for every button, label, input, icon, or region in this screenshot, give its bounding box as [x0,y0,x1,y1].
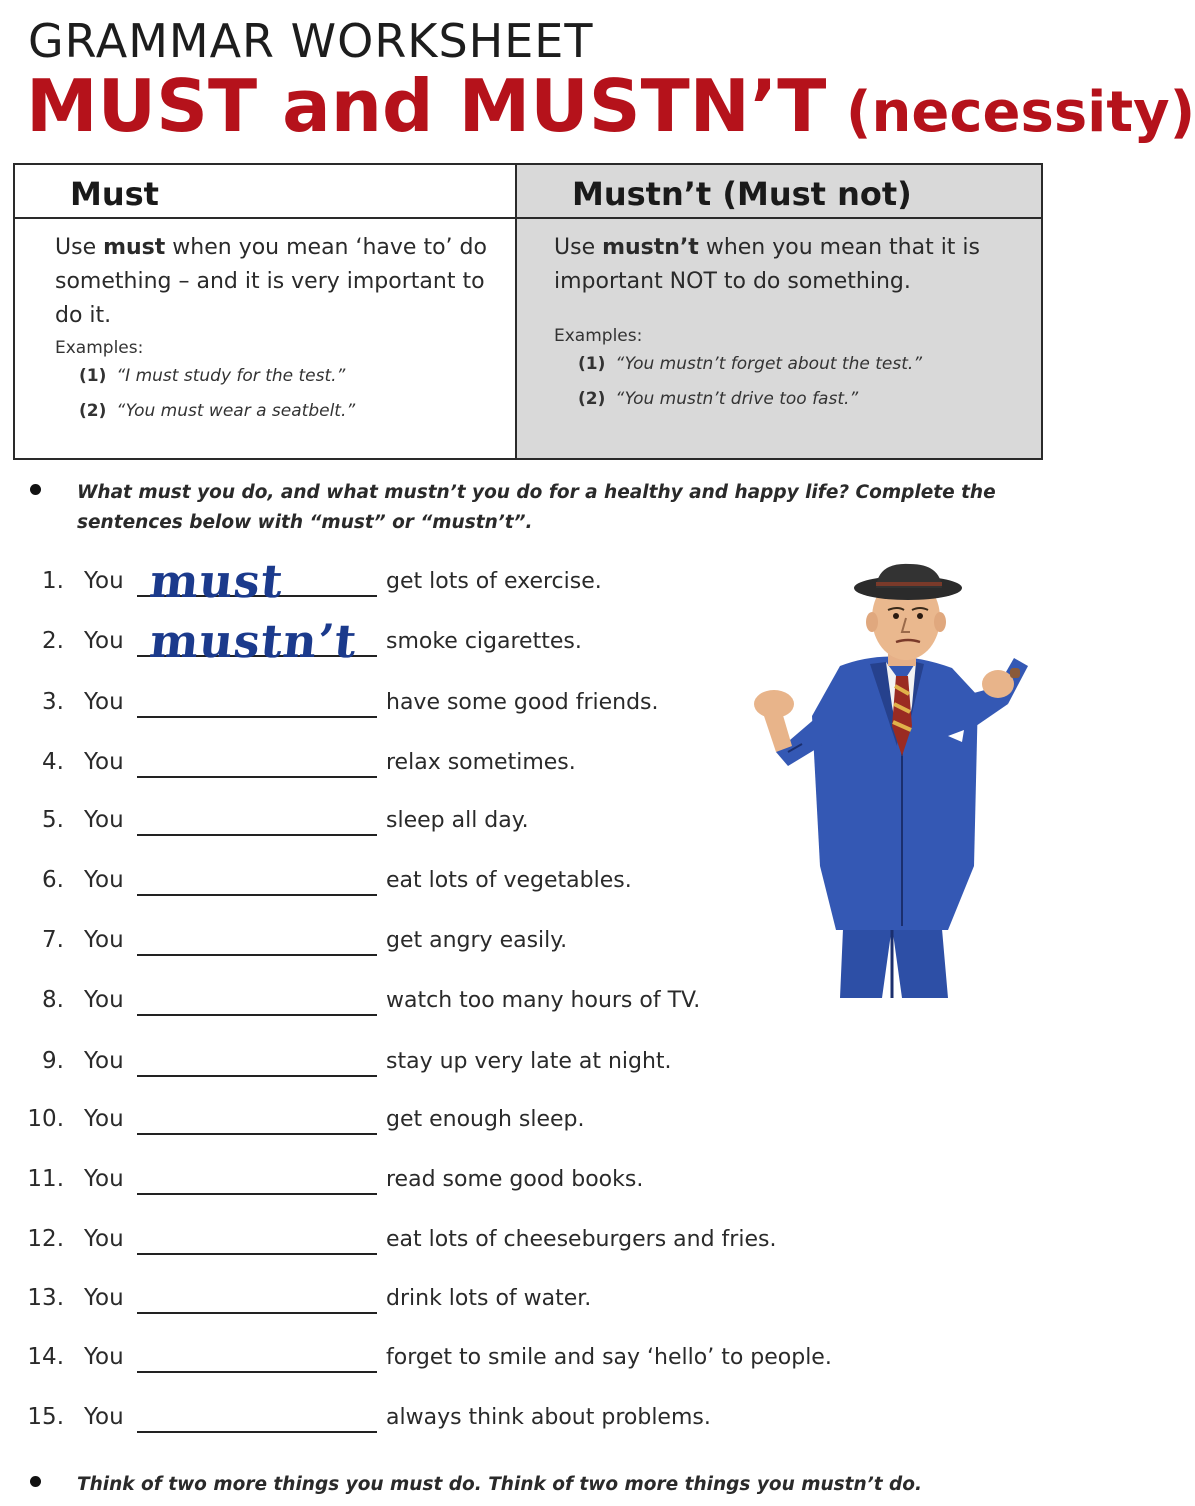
answer-blank[interactable] [137,716,377,718]
bullet-icon [30,484,41,495]
shrugging-man-icon [752,566,1022,1000]
exercise-number: 13. [27,1285,64,1311]
example-text: “You mustn’t forget about the test.” [615,354,923,374]
exercise-number: 5. [42,807,64,833]
exercise-subject: You [84,1344,124,1370]
exercise-number: 4. [42,749,64,775]
final-instruction [30,1470,1020,1500]
exercise-sentence: get angry easily. [386,928,568,953]
exercise-subject: You [84,1106,124,1132]
exercise-sentence: smoke cigarettes. [386,629,582,654]
answer-blank[interactable] [137,894,377,896]
mustnt-description [554,231,994,299]
answer-blank[interactable] [137,1133,377,1135]
handwritten-answer: must [147,554,287,608]
must-desc-pre: Use [55,235,104,260]
mustnt-desc-post: when you mean that it is important NOT to do something. [554,235,981,294]
exercise-sentence: have some good friends. [386,690,659,715]
rules-table [13,163,1043,460]
answer-blank[interactable] [137,776,377,778]
exercise-subject: You [84,807,124,833]
subtitle-qualifier: (necessity) [826,80,1195,145]
exercise-subject: You [84,689,124,715]
exercise-number: 11. [27,1166,64,1192]
exercise-sentence: read some good books. [386,1167,644,1192]
must-desc-post: when you mean ‘have to’ do something – and it is very important to do it. [55,235,487,328]
must-description [55,231,495,333]
exercise-sentence: eat lots of cheeseburgers and fries. [386,1227,777,1252]
exercise-number: 10. [27,1106,64,1132]
exercise-number: 1. [42,568,64,594]
answer-blank[interactable] [137,1431,377,1433]
exercise-number: 15. [27,1404,64,1430]
mustnt-example-1 [554,347,1041,382]
mustnt-heading: Mustn’t (Must not) [517,165,1041,219]
exercise-subject: You [84,1285,124,1311]
exercise-number: 6. [42,867,64,893]
example-number: (2) [578,389,606,409]
mustnt-examples-label: Examples: [554,326,643,346]
answer-blank[interactable] [137,1014,377,1016]
exercise-row [0,1098,900,1138]
example-number: (1) [578,354,606,374]
exercise-number: 3. [42,689,64,715]
exercise-number: 2. [42,628,64,654]
exercise-sentence: get enough sleep. [386,1107,585,1132]
mustnt-desc-pre: Use [554,235,603,260]
exercise-subject: You [84,927,124,953]
exercise-sentence: forget to smile and say ‘hello’ to people. [386,1345,832,1370]
worksheet-subtitle [26,64,1195,148]
exercise-row [0,1040,900,1080]
exercise-sentence: stay up very late at night. [386,1049,672,1074]
example-text: “You mustn’t drive too fast.” [615,389,859,409]
must-examples-label: Examples: [55,338,144,358]
exercise-sentence: get lots of exercise. [386,569,602,594]
exercise-sentence: sleep all day. [386,808,529,833]
answer-blank[interactable] [137,1075,377,1077]
must-example-2 [55,394,515,429]
exercise-subject: You [84,749,124,775]
example-text: “You must wear a seatbelt.” [116,401,356,421]
exercise-subject: You [84,867,124,893]
instructions [30,478,1020,538]
must-desc-keyword: must [103,235,166,260]
exercise-number: 14. [27,1344,64,1370]
exercise-row [0,1158,900,1198]
exercise-sentence: relax sometimes. [386,750,576,775]
instructions-text: What must you do, and what mustn’t you do for a healthy and happy life? Complete the sentences below with “must” or “mustn’t”. [77,482,996,533]
exercise-number: 9. [42,1048,64,1074]
exercise-row [0,1336,900,1376]
handwritten-answer: mustn’t [147,614,360,668]
mustnt-body [517,219,1041,417]
exercise-row [0,1218,900,1258]
answer-blank[interactable] [137,1253,377,1255]
must-body [15,219,515,429]
mustnt-example-2 [554,382,1041,417]
exercise-subject: You [84,568,124,594]
answer-blank[interactable] [137,954,377,956]
example-number: (2) [79,401,107,421]
exercise-row [0,1396,900,1436]
exercise-subject: You [84,628,124,654]
exercise-subject: You [84,1404,124,1430]
answer-blank[interactable] [137,834,377,836]
must-example-1 [55,359,515,394]
exercise-row [0,1277,900,1317]
exercise-sentence: always think about problems. [386,1405,711,1430]
must-heading: Must [15,165,515,219]
worksheet-title: GRAMMAR WORKSHEET [28,14,594,68]
exercise-sentence: eat lots of vegetables. [386,868,632,893]
exercise-subject: You [84,987,124,1013]
exercise-subject: You [84,1226,124,1252]
exercise-subject: You [84,1166,124,1192]
exercise-number: 7. [42,927,64,953]
exercise-sentence: watch too many hours of TV. [386,988,701,1013]
final-instruction-text: Think of two more things you must do. Think of two more things you mustn’t do. [77,1474,922,1495]
mustnt-column [517,165,1041,458]
example-text: “I must study for the test.” [116,366,346,386]
mustnt-desc-keyword: mustn’t [602,235,699,260]
answer-blank[interactable] [137,1371,377,1373]
bullet-icon [30,1476,41,1487]
subtitle-main: MUST and MUSTN’T [26,64,827,148]
exercise-subject: You [84,1048,124,1074]
exercise-number: 8. [42,987,64,1013]
must-column [15,165,517,458]
example-number: (1) [79,366,107,386]
exercise-number: 12. [27,1226,64,1252]
exercise-sentence: drink lots of water. [386,1286,592,1311]
answer-blank[interactable] [137,1193,377,1195]
answer-blank[interactable] [137,1312,377,1314]
